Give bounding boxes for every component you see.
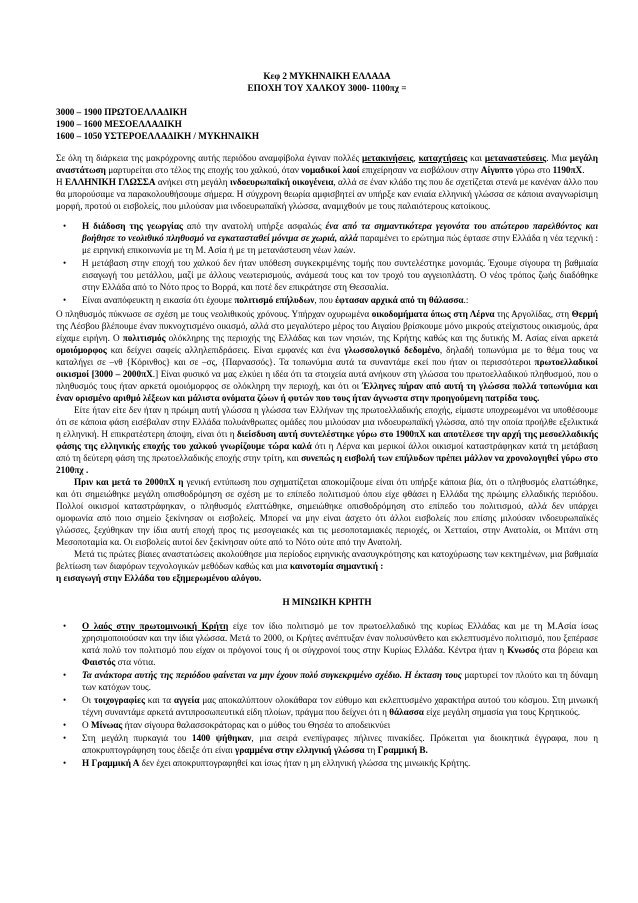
list-item: • Ο Μίνωας ήταν σίγουρα θαλασσοκράτορας και ο μύθος του Θησέα το αποδεικνύει <box>63 720 391 730</box>
bullet-icon: • <box>63 221 67 231</box>
list-item: • Ο λαός στην πρωτομινωική Κρήτη είχε τον ίδιο πολιτισμό με τον πρωτοελλαδικό της κυρίως Ελλάδας και με τη Μ.Ασία ίσως χρησιμοποιούσαν και την ίδια γλώσσα. Μετά το 2000, οι Κρήτες ανέπτυξαν έναν πολυσύνθετο και εκλεπτυσμένο πολιτισμό, που ξεπέρασε κατά πολύ τον πολιτισμό που είχαν οι πρόγονοί τους ή οι σύγχρονοί τους στην Κυρίως Ελλάδα. Κέντρα ήταν η Κνωσός στα βόρεια και Φαιστός στα νότια. <box>63 621 598 667</box>
intro-paragraph: Σε όλη τη διάρκεια της μακρόχρονης αυτής περιόδου αναμφίβολα έγιναν πολλές μετακινήσεις, καταχτήσεις και μεταναστεύσεις. Μια μεγάλη αναστάτωση μαρτυρείται στο τέλος της εποχής του χαλκού, όταν νομαδικοί λαοί επιχείρησαν να εισβάλουν στην Αίγυπτο γύρω στο 1190πΧ. <box>56 153 599 175</box>
invasion-paragraph: Είτε ήταν είτε δεν ήταν η πρώιμη αυτή γλώσσα η γλώσσα των Ελλήνων της πρωτοελλαδικής εποχής, είμαστε υποχρεωμένοι να υποθέσουμε ότι σε κάποια φάση εισέβαλαν στην Ελλάδα πολυάνθρωπες ομάδες που μιλούσαν μια ινδοευρωπαϊκή γλώσσα, από την οποία προήλθε εξελικτικά η ελληνική. Η επικρατέστερη άποψη, είναι ότι η διείσδυση αυτή συντελέστηκε γύρω στο 1900πΧ και αποτέλεσε την αρχή της μεσοελλαδικής φάσης της ελληνικής εποχής του χαλκού γνωρίζουμε τώρα καλά ότι η Λέρνα και μερικοί άλλοι οικισμοί καταστράφηκαν κατά τη μετάβαση από τη δεύτερη φάση της πρωτοελλαδικής εποχής στην τρίτη, και συνεπώς η εισβολή των επήλυδων πρέπει μάλλον να χρονολογηθεί γύρω στο 2100πχ . <box>56 405 598 475</box>
chapter-title: Κεφ 2 ΜΥΚΗΝΑΙΚΗ ΕΛΛΑΔΑ <box>263 71 391 81</box>
language-paragraph: Η ΕΛΛΗΝΙΚΗ ΓΛΩΣΣΑ ανήκει στη μεγάλη ινδοευρωπαϊκή οικογένεια, αλλά σε έναν κλάδο της που δε σχετίζεται στενά με κανέναν άλλο που θα μπορούσαμε να παρακολουθήσουμε σήμερα. Η σύγχρονη θεωρία αμφισβητεί αν υπήρξε καν ενιαία ελληνική γλώσσα σε κάποια αναγνωρίσιμη μορφή, προτού οι εισβολείς, που μιλούσαν μια ινδοευρωπαϊκή γλώσσα, αναμιχθούν με τους παλαιότερους κατοίκους. <box>56 177 598 211</box>
period-middle: 1900 – 1600 ΜΕΣΟΕΛΛΑΔΙΚΗ <box>56 119 182 129</box>
period-late: 1600 – 1050 ΥΣΤΕΡΟΕΛΛΑΔΙΚΗ / ΜΥΚΗΝΑΙΚΗ <box>56 131 259 141</box>
period-list <box>56 106 598 142</box>
section-heading-minoan-crete: Η ΜΙΝΩΙΚΗ ΚΡΗΤΗ <box>282 597 372 607</box>
list-item: • Τα ανάκτορα αυτής της περιόδου φαίνεται να μην έχουν πολύ συγκεκριμένο σχέδιο. Η έκταση τους μαρτυρεί τον πλούτο και τη δύναμη των κατόχων τους. <box>63 670 598 692</box>
bullet-icon: • <box>63 720 67 730</box>
bullet-icon: • <box>63 733 67 743</box>
list-item: • Στη μεγάλη πυρκαγιά του 1400 ψήθηκαν, μια σειρά ενεπίγραφες πήλινες πινακίδες. Πρόκειται για διοικητικά έγγραφα, που η αποκρυπτογράφηση τους έδειξε ότι είναι γραμμένα στην ελληνική γλώσσα τη Γραμμική Β. <box>63 733 599 755</box>
bullet-icon: • <box>63 758 67 768</box>
era-title: ΕΠΟΧΗ ΤΟΥ ΧΑΛΚΟΥ 3000- 1100πχ = <box>247 83 407 93</box>
list-item: • Είναι αναπόφευκτη η εικασία ότι έχουμε πολιτισμό επήλυδων, που έφτασαν αρχικά από τη θάλασσα.: <box>63 295 469 305</box>
bullet-icon: • <box>63 695 67 705</box>
list-item: • Η μετάβαση στην εποχή του χαλκού δεν ήταν υπόθεση συγκεκριμένης τομής που συντελέστηκε μονομιάς. Έχουμε σίγουρα τη βαθμιαία εισαγωγή του μετάλλου, μαζί με άλλους νεωτερισμούς, ανάμεσά τους και τον τροχό του αγγειοπλάστη. Ο νέος τρόπος ζωής διαδόθηκε στην Ελλάδα από το Νότο προς το Βορρά, και ποτέ δεν επικράτησε στη Θεσσαλία. <box>63 258 598 292</box>
recovery-paragraph: Μετά τις πρώτες βίαιες αναστατώσεις ακολούθησε μια περίοδος ειρηνικής ανασυγκρότησης και κατοχύρωσης των κεκτημένων, μια βαθμιαία βελτίωση των διαφόρων τεχνολογικών μεθόδων καθώς και μια καινοτομία σημαντική : η εισαγωγή στην Ελλάδα του εξημερωμένου αλόγου. <box>56 549 598 583</box>
bullet-list-minoan <box>56 620 598 769</box>
bullet-icon: • <box>63 295 67 305</box>
population-paragraph: Ο πληθυσμός πύκνωσε σε σχέση με τους νεολιθικούς χρόνους. Υπήρχαν οχυρωμένα οικοδομήματα όπως στη Λέρνα της Αργολίδας, στη Θερμή της Λέσβου βλέπουμε έναν πυκνοχτισμένο οικισμό, αλλά στο μεγαλύτερο μέρος του Αιγαίου βρίσκουμε μόνο μικρούς ατείχιστους οικισμούς, άρα είχαμε ειρήνη. Ο πολιτισμός ολόκληρης της περιοχής της Ελλάδας και των νησιών, της Κρήτης καθώς και της δυτικής Μ. Ασίας είναι αρκετά ομοιόμορφος και δείχνει σαφείς αλληλεπιδράσεις. Είναι εμφανές και ένα γλωσσολογικό δεδομένο, δηλαδή τοπωνύμια με το θέμα τους να καταλήγει σε –νθ {Κόρινθος} και σε –σς, {Παρνασσός}. Τα τοπωνύμια αυτά τα συναντάμε εκεί που ήταν οι περισσότεροι πρωτοελλαδικοί οικισμοί [3000 – 2000πΧ.] Είναι φυσικό να μας ελκύει η ιδέα ότι τα στοιχεία αυτά ανήκουν στη γλώσσα του πρωτοελλαδικού πληθυσμού, που ο πληθυσμός τους ήταν αρκετά ομοιόμορφος σε ολόκληρη την περιοχή, και ότι οι Έλληνες πήραν από αυτή τη γλώσσα πολλά τοπωνύμια και έναν ορισμένο αριθμό λέξεων και μάλιστα ονόματα ζώων ή φυτών που τους ήταν άγνωστα στην προηγούμενη πατρίδα τους. <box>56 309 598 403</box>
bullet-icon: • <box>63 258 67 268</box>
list-item: • Η διάδοση της γεωργίας από την ανατολή υπήρξε ασφαλώς ένα από τα σημαντικότερα γεγονότα του απώτερου παρελθόντος και βοήθησε το νεολιθικό πληθυσμό να εγκατασταθεί μόνιμα σε χωριά, αλλά παραμένει το ερώτημα πώς έφτασε στην Ελλάδα η νέα τεχνική : με ειρηνική επικοινωνία με τη Μ. Ασία ή με τη μετανάστευση νέων λαών. <box>63 221 599 255</box>
bullet-list-bronze-age <box>56 220 598 306</box>
decline-paragraph: Πριν και μετά το 2000πΧ η γενική εντύπωση που σχηματίζεται αποκομίζουμε είναι ότι υπήρξε κάποια βία, ότι ο πληθυσμός ελαττώθηκε, και ότι σημειώθηκε μεγάλη οπισθοδρόμηση σε σχέση με το επίπεδο πολιτισμού όπου είχε φθάσει η Ελλάδα της πρώιμης ελλαδικής περιόδου. Πολλοί οικισμοί καταστράφηκαν, ο πληθυσμός ελαττώθηκε, σημειώθηκε οπισθοδρόμηση στο επίπεδο του πολιτισμού, αλλά δεν υπάρχει ομοφωνία από ποιο σημείο ξεκίνησαν οι εισβολείς. Μπορεί να μην είναι άσχετο ότι άλλοι εισβολείς που επίσης μιλούσαν ινδοευρωπαϊκές γλώσσες, ξεχύθηκαν την ίδια αυτή εποχή προς τις μεσογειακές και τις μεσοποταμιακές περιοχές, οι Χετταίοι, στην Ανατολία, οι Μιτάνι στη Μεσοποταμία κα. Οι εισβολείς αυτοί δεν ξεκίνησαν ούτε από το Νότο ούτε από την Ανατολή. <box>56 477 598 547</box>
list-item: • Η Γραμμική Α δεν έχει αποκρυπτογραφηθεί και ίσως ήταν η μη ελληνική γλώσσα της μινωικής Κρήτης. <box>63 758 471 768</box>
page-title <box>56 70 598 94</box>
list-item: • Οι τοιχογραφίες και τα αγγεία μας αποκαλύπτουν ολοκάθαρα τον εύθυμο και εκλεπτυσμένο χαρακτήρα αυτού του κόσμου. Στη μινωική τέχνη συναντάμε αρκετά αντιπροσωπευτικά είδη πλοίων, πράγμα που δείχνει ότι η θάλασσα είχε μεγάλη σημασία για τους Κρητικούς. <box>63 695 598 717</box>
bullet-icon: • <box>63 621 67 631</box>
period-early: 3000 – 1900 ΠΡΩΤΟΕΛΛΑΔΙΚΗ <box>56 107 188 117</box>
bullet-icon: • <box>63 670 67 680</box>
